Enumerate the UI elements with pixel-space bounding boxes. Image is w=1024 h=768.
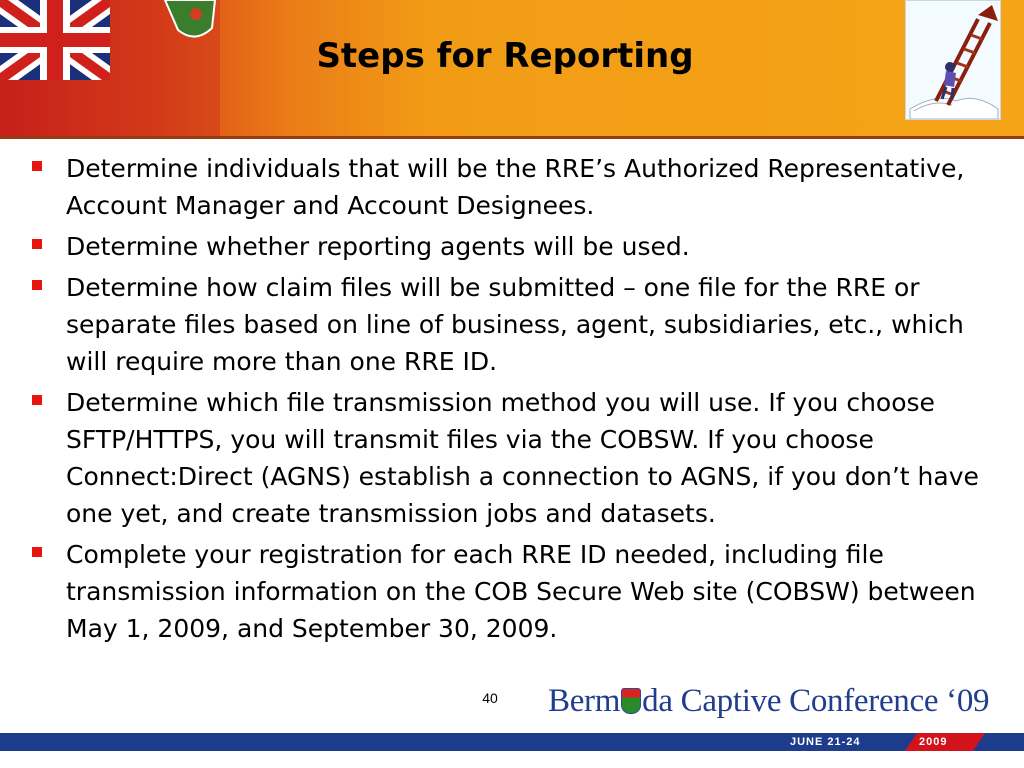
bullet-item bbox=[30, 269, 990, 380]
logo-text-start: Berm bbox=[548, 683, 621, 719]
footer-bar bbox=[0, 733, 1024, 751]
square-bullet-icon bbox=[32, 161, 42, 171]
square-bullet-icon bbox=[32, 395, 42, 405]
slide-header bbox=[0, 0, 1024, 136]
bermuda-crest-icon bbox=[621, 688, 641, 714]
footer-year: 2009 bbox=[919, 736, 948, 748]
square-bullet-icon bbox=[32, 280, 42, 290]
bullet-text: Determine how claim files will be submitted – one file for the RRE or separate files based on line of business, agent, subsidiaries, etc., which will require more than one RRE ID. bbox=[66, 273, 964, 376]
bullet-text: Determine which file transmission method you will use. If you choose SFTP/HTTPS, you will transmit files via the COBSW. If you choose Connect:Direct (AGNS) establish a connection to AGNS, if you don’t have one yet, and create transmission jobs and datasets. bbox=[66, 388, 979, 528]
logo-text-end: da Captive Conference ‘09 bbox=[642, 683, 990, 719]
bullet-text: Determine whether reporting agents will be used. bbox=[66, 232, 690, 261]
bullet-text: Complete your registration for each RRE ID needed, including file transmission information on the COB Secure Web site (COBSW) between May 1, 2009, and September 30, 2009. bbox=[66, 540, 976, 643]
bullet-item bbox=[30, 384, 990, 532]
slide-title: Steps for Reporting bbox=[316, 36, 694, 76]
bullet-list bbox=[30, 150, 990, 647]
square-bullet-icon bbox=[32, 239, 42, 249]
bullet-item bbox=[30, 228, 990, 265]
bullet-text: Determine individuals that will be the RRE’s Authorized Representative, Account Manager and Account Designees. bbox=[66, 154, 965, 220]
conference-logo bbox=[548, 683, 994, 729]
header-divider bbox=[0, 136, 1024, 139]
square-bullet-icon bbox=[32, 547, 42, 557]
bullet-item bbox=[30, 150, 990, 224]
slide-content bbox=[30, 150, 990, 651]
page-number: 40 bbox=[482, 690, 498, 706]
bullet-item bbox=[30, 536, 990, 647]
ladder-climber-icon bbox=[905, 0, 1001, 120]
footer-dates: JUNE 21-24 bbox=[790, 736, 861, 748]
